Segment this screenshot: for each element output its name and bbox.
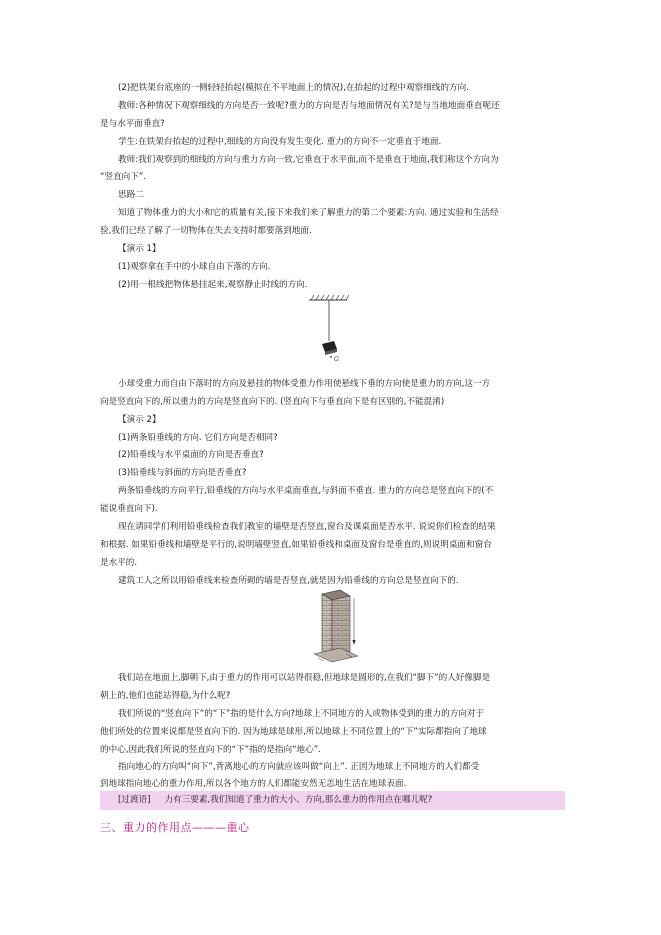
transition-text: 力有三要素,我们知道了重力的大小、方向,那么重力的作用点在哪儿呢? bbox=[164, 795, 433, 805]
paragraph-plumb-result-line2: 能说垂直向下). bbox=[100, 504, 158, 514]
paragraph-standing-line2: 朝上的,他们也能站得稳,为什么呢? bbox=[100, 691, 231, 701]
paragraph-direction-intro-line2: 验,我们已经了解了一切物体在失去支持时都要落到地面. bbox=[100, 226, 312, 236]
paragraph-fall-direction-line2: 向是竖直向下的,所以重力的方向是竖直向下的. (竖直向下与垂直向下是有区别的,不能混淆) bbox=[100, 397, 445, 407]
transition-statement bbox=[100, 791, 565, 810]
gravity-label: G bbox=[334, 356, 339, 363]
demo-1-heading: 【演示 1】 bbox=[118, 244, 161, 254]
demo-2-heading: 【演示 2】 bbox=[118, 415, 161, 425]
paragraph-plumb-result-line1: 两条铅垂线的方向平行,铅垂线的方向与水平桌面垂直,与斜面不垂直. 重力的方向总是竖直向下的(不 bbox=[118, 486, 494, 496]
paragraph-teacher-question-line2: 是与水平面垂直? bbox=[100, 119, 165, 129]
brick-wall-figure bbox=[310, 588, 362, 668]
transition-tag: [过渡语] bbox=[118, 795, 151, 805]
paragraph-direction-intro-line1: 知道了物体重力的大小和它的质量有关,接下来我们来了解重力的第二个要素:方向. 通过实验和生活经 bbox=[118, 208, 499, 218]
paragraph-teacher-question-line1: 教师:各种情况下观察细线的方向是否一致呢?重力的方向是否与地面情况有关?是与当地地面垂直呢还 bbox=[118, 101, 500, 111]
demo-2-item-1: (1)两条铅垂线的方向. 它们方向是否相同? bbox=[118, 433, 278, 443]
section-heading-center-of-gravity: 三、重力的作用点———重心 bbox=[100, 821, 250, 834]
demo-2-item-2: (2)铅垂线与水平桌面的方向是否垂直? bbox=[118, 450, 264, 460]
weight-block bbox=[322, 341, 337, 355]
paragraph-builders: 建筑工人之所以用铅垂线来检查所砌的墙是否竖直,就是因为铅垂线的方向总是竖直向下的. bbox=[118, 576, 459, 586]
hanging-weight-figure bbox=[305, 294, 350, 369]
paragraph-classroom-check-line3: 是水平的. bbox=[100, 558, 138, 568]
paragraph-downward-line2: 他们所处的位置来说都是竖直向下的. 因为地球是球形,所以地球上不同位置上的“下”实际都指向了地球 bbox=[100, 727, 487, 737]
idea-two-heading: 思路二 bbox=[118, 190, 144, 200]
paragraph-fall-direction-line1: 小球受重力而自由下落时的方向及悬挂的物体受重力作用使悬线下垂的方向使是重力的方向,这一方 bbox=[118, 379, 491, 389]
demo-2-item-3: (3)铅垂线与斜面的方向是否垂直? bbox=[118, 468, 247, 478]
paragraph-downward-line3: 的中心,因此我们所说的竖直向下的“下”指的是指向“地心”. bbox=[100, 745, 321, 755]
paragraph-classroom-check-line2: 和根据. 如果铅垂线和墙壁是平行的,说明墙壁竖直,如果铅垂线和桌面及窗台是垂直的,则说明桌面和窗台 bbox=[100, 540, 492, 550]
demo-1-item-1: (1)观察拿在手中的小球自由下落的方向. bbox=[118, 262, 271, 272]
paragraph-teacher-conclusion-line2: “竖直向下”. bbox=[100, 172, 147, 182]
demo-1-item-2: (2)用一根线把物体悬挂起来,观察静止时线的方向. bbox=[118, 280, 308, 290]
paragraph-tilt-stand: (2)把铁架台底座的一侧轻轻抬起(模拟在不平地面上的情况),在抬起的过程中观察细线的方向. bbox=[118, 83, 469, 93]
paragraph-classroom-check-line1: 现在请同学们利用铅垂线检查我们教室的墙壁是否竖直,窗台及课桌面是否水平. 说说你们检查的结果 bbox=[118, 522, 496, 532]
paragraph-earth-center-line2: 到地球指向地心的重力作用,所以各个地方的人们都能安然无恙地生活在地球表面. bbox=[100, 779, 407, 789]
paragraph-standing-line1: 我们站在地面上,脚朝下,由于重力的作用可以站得很稳,但地球是圆形的,在我们“脚下”的人好像脚是 bbox=[118, 673, 491, 683]
paragraph-teacher-conclusion-line1: 教师:我们观察到的细线的方向与重力方向一致,它垂直于水平面,而不是垂直于地面,我们称这个方向为 bbox=[118, 155, 499, 165]
paragraph-student-answer: 学生:在铁架台抬起的过程中,细线的方向没有发生变化. 重力的方向不一定垂直于地面. bbox=[118, 137, 442, 147]
paragraph-earth-center-line1: 指向地心的方向叫“向下”,背离地心的方向就应该叫做“向上”. 正因为地球上不同地方的人们都受 bbox=[118, 762, 480, 772]
paragraph-downward-line1: 我们所说的“竖直向下”的“下”指的是什么方向?地球上不同地方的人或物体受到的重力的方向对于 bbox=[118, 709, 485, 719]
